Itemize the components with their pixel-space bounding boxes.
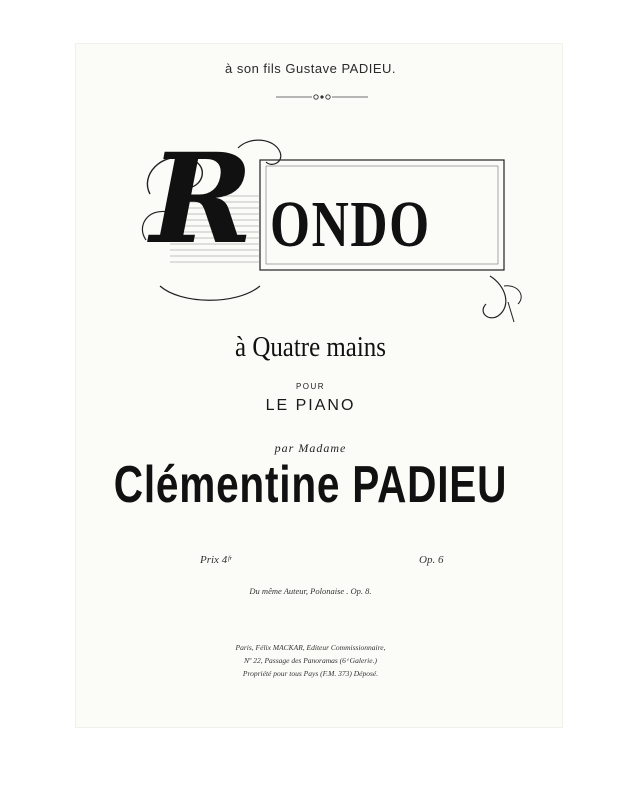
publisher-line-1: Paris, Félix MACKAR, Editeur Commissionnaire,: [235, 643, 386, 652]
title-initial: R: [150, 127, 254, 272]
by-line: par Madame: [274, 441, 347, 455]
publisher-line-3: Propriété pour tous Pays (F.M. 373) Déposé.: [242, 669, 379, 678]
also-by-author: Du même Auteur, Polonaise . Op. 8.: [249, 586, 372, 596]
instrument: LE PIANO: [265, 397, 356, 414]
pour-label: POUR: [295, 382, 326, 391]
opus-number: Op. 6: [419, 554, 444, 566]
title-text: ONDO: [270, 188, 431, 261]
dedication-ornament-icon: [276, 93, 368, 101]
publisher-line-2: Nº 22, Passage des Panoramas (6 ͤ Galerie.): [244, 656, 377, 665]
subtitle: à Quatre mains: [235, 331, 386, 363]
price: Prix 4ᶠʳ: [200, 554, 232, 566]
composer-name: Clémentine PADIEU: [113, 456, 508, 514]
dedication: à son fils Gustave PADIEU.: [225, 61, 396, 76]
